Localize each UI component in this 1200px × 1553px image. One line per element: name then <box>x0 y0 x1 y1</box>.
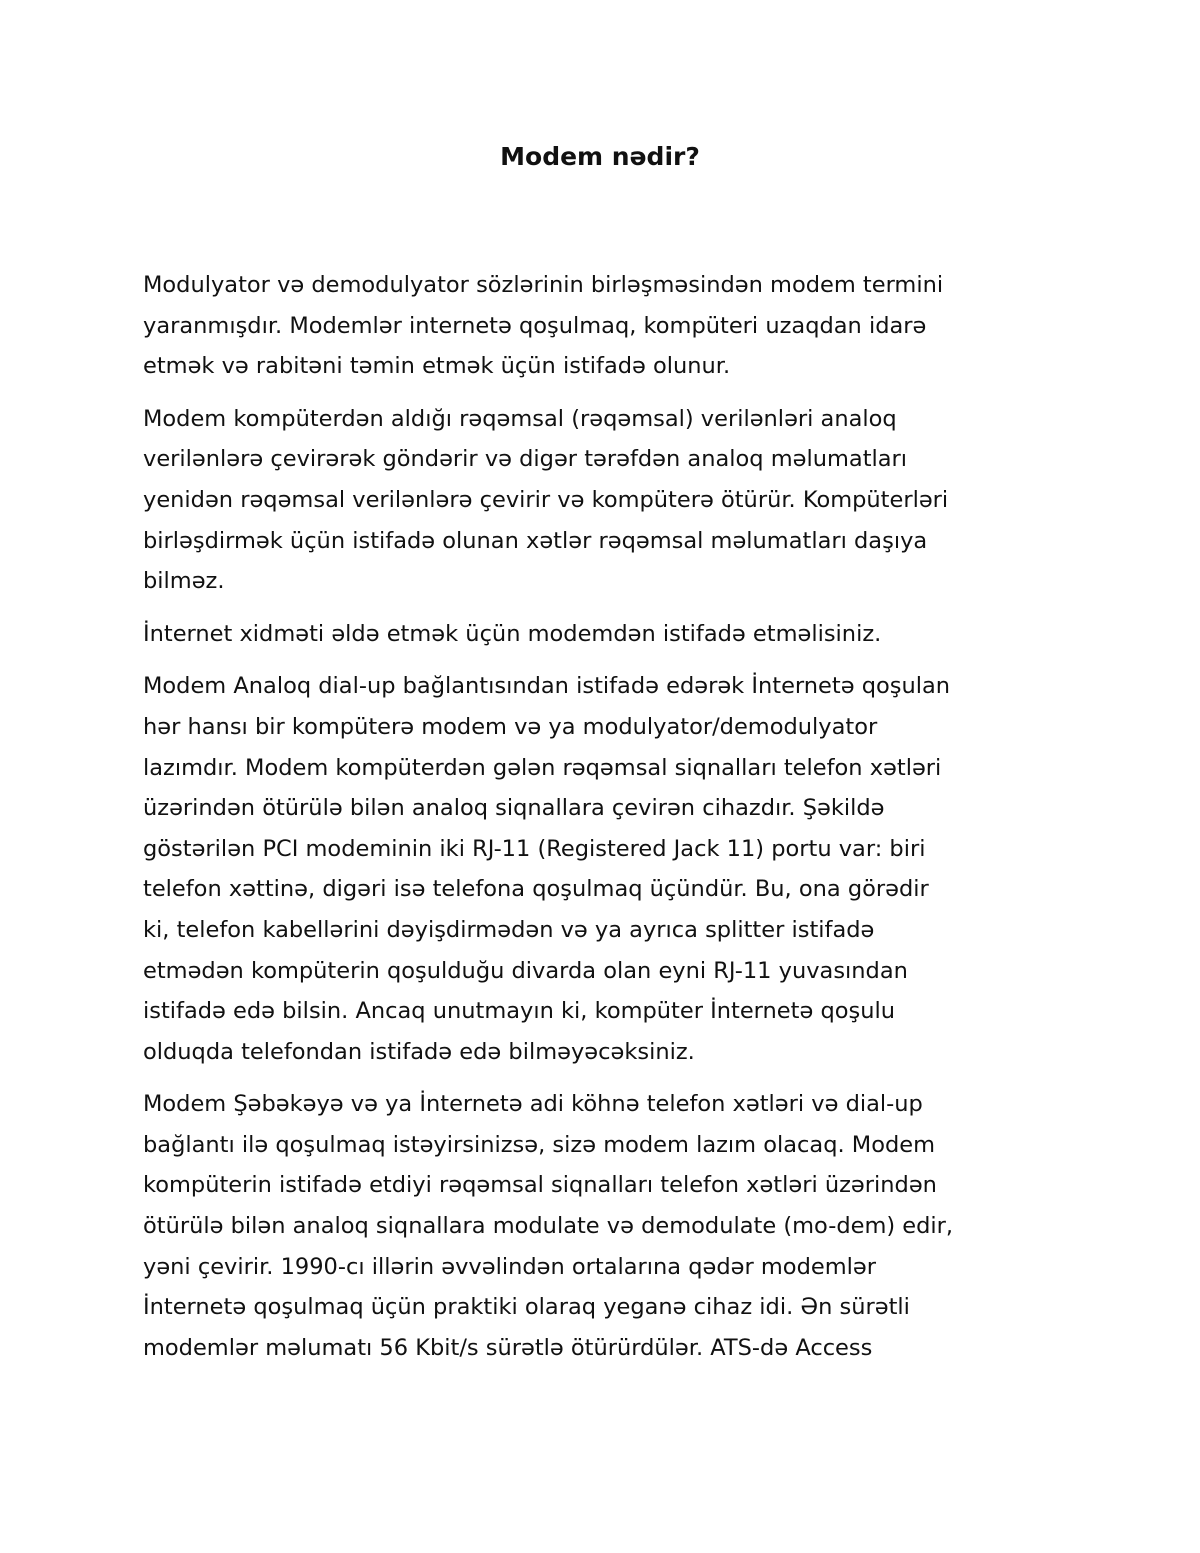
text-line: olduqda telefondan istifadə edə bilməyəcəksiniz. <box>143 1038 695 1065</box>
text-line: yenidən rəqəmsal verilənlərə çevirir və kompüterə ötürür. Kompüterləri <box>143 486 949 513</box>
text-line: istifadə edə bilsin. Ancaq unutmayın ki, kompüter İnternetə qoşulu <box>143 998 895 1025</box>
text-line: hər hansı bir kompüterə modem və ya modulyator/demodulyator <box>143 713 878 740</box>
text-line: üzərindən ötürülə bilən analoq siqnallara çevirən cihazdır. Şəkildə <box>143 795 885 822</box>
text-line: bilməz. <box>143 568 225 595</box>
text-line: ki, telefon kabellərini dəyişdirmədən və ya ayrıca splitter istifadə <box>143 916 875 943</box>
text-line: verilənlərə çevirərək göndərir və digər tərəfdən analoq məlumatları <box>143 446 908 473</box>
paragraph-1 <box>143 265 1068 387</box>
document-body <box>143 265 1068 1380</box>
text-line: yaranmışdır. Modemlər internetə qoşulmaq, kompüteri uzaqdan idarə <box>143 312 927 339</box>
text-line: lazımdır. Modem kompüterdən gələn rəqəmsal siqnalları telefon xətləri <box>143 754 942 781</box>
text-line: Modem kompüterdən aldığı rəqəmsal (rəqəmsal) verilənləri analoq <box>143 405 897 432</box>
paragraph-3 <box>143 614 1068 655</box>
text-line: birləşdirmək üçün istifadə olunan xətlər rəqəmsal məlumatları daşıya <box>143 527 928 554</box>
paragraph-4 <box>143 666 1068 1072</box>
text-line: Modem Şəbəkəyə və ya İnternetə adi köhnə telefon xətləri və dial-up <box>143 1091 923 1118</box>
text-line: kompüterin istifadə etdiyi rəqəmsal siqnalları telefon xətləri üzərindən <box>143 1172 937 1199</box>
paragraph-2 <box>143 399 1068 602</box>
text-line: etmədən kompüterin qoşulduğu divarda olan eyni RJ-11 yuvasından <box>143 957 908 984</box>
text-line: modemlər məlumatı 56 Kbit/s sürətlə ötürürdülər. ATS-də Access <box>143 1334 873 1361</box>
text-line: İnternetə qoşulmaq üçün praktiki olaraq yeganə cihaz idi. Ən sürətli <box>143 1294 910 1321</box>
text-line: etmək və rabitəni təmin etmək üçün istifadə olunur. <box>143 353 731 380</box>
text-line: Modulyator və demodulyator sözlərinin birləşməsindən modem termini <box>143 272 944 298</box>
text-line: bağlantı ilə qoşulmaq istəyirsinizsə, sizə modem lazım olacaq. Modem <box>143 1131 936 1158</box>
page-title: Modem nədir? <box>500 142 700 171</box>
text-line: telefon xəttinə, digəri isə telefona qoşulmaq üçündür. Bu, ona görədir <box>143 876 929 903</box>
text-line: ötürülə bilən analoq siqnallara modulate və demodulate (mo-dem) edir, <box>143 1213 954 1240</box>
paragraph-5 <box>143 1084 1068 1368</box>
text-line: göstərilən PCI modeminin iki RJ-11 (Registered Jack 11) portu var: biri <box>143 835 926 862</box>
text-line: Modem Analoq dial-up bağlantısından istifadə edərək İnternetə qoşulan <box>143 673 951 700</box>
text-line: İnternet xidməti əldə etmək üçün modemdən istifadə etməlisiniz. <box>143 620 882 647</box>
text-line: yəni çevirir. 1990-cı illərin əvvəlindən ortalarına qədər modemlər <box>143 1253 876 1280</box>
